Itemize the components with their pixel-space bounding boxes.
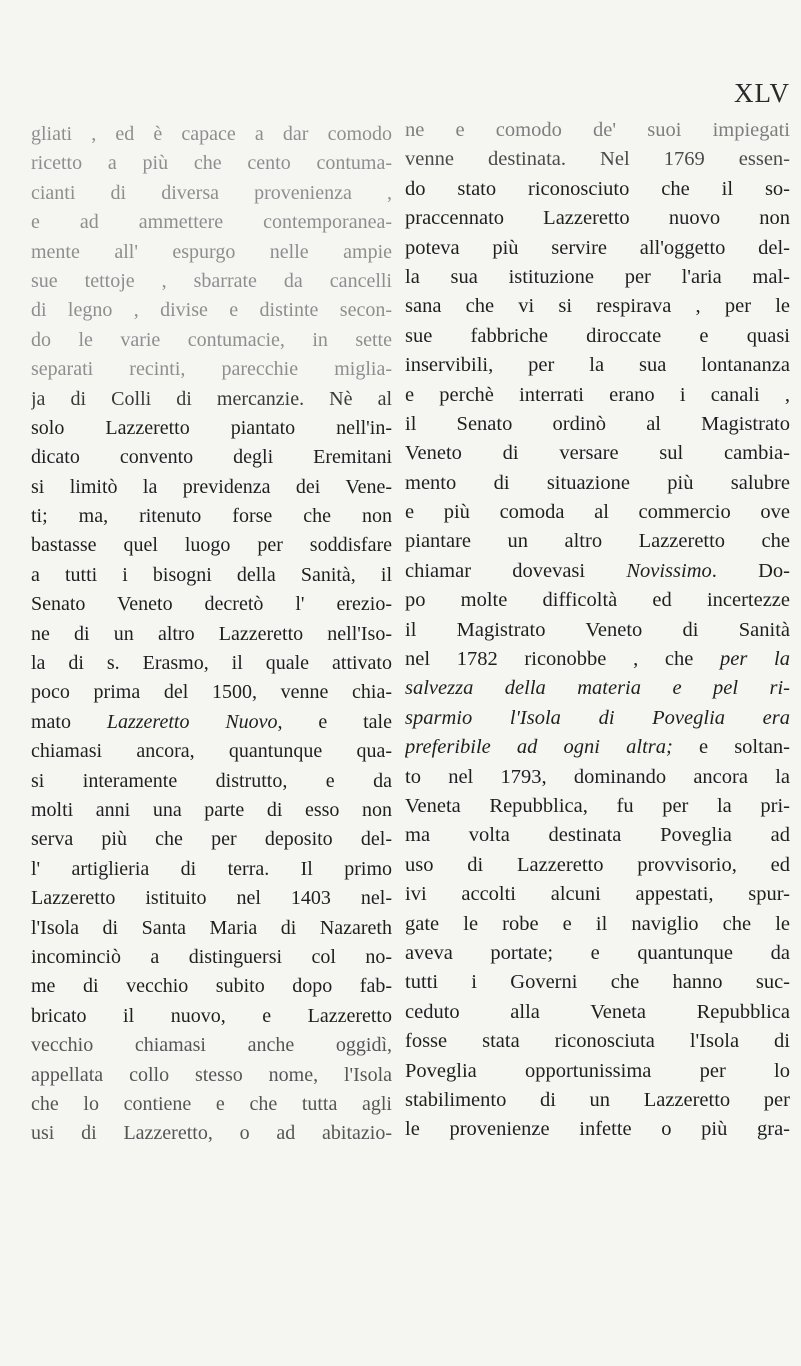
italic-text: sparmio l'Isola di Poveglia era xyxy=(405,706,790,729)
text-line: ivi accolti alcuni appestati, spur- xyxy=(405,883,790,906)
text-line: serva più che per deposito del- xyxy=(31,828,392,851)
page-number: XLV xyxy=(733,78,790,108)
text-line: e ad ammettere contemporanea- xyxy=(31,211,392,234)
text-line: la di s. Erasmo, il quale attivato xyxy=(31,652,392,675)
text-line: separati recinti, parecchie miglia- xyxy=(31,358,392,381)
text-line: molti anni una parte di esso non xyxy=(31,798,392,821)
text-line: fosse stata riconosciuta l'Isola di xyxy=(405,1030,790,1053)
text-segment: mato xyxy=(31,710,107,733)
text-line: uso di Lazzeretto provvisorio, ed xyxy=(405,853,790,876)
text-line: usi di Lazzeretto, o ad abitazio- xyxy=(31,1122,392,1145)
text-line xyxy=(405,645,790,674)
text-line: ne di un altro Lazzeretto nell'Iso- xyxy=(31,622,392,645)
text-line: l'Isola di Santa Maria di Nazareth xyxy=(31,916,392,939)
text-line: poteva più servire all'oggetto del- xyxy=(405,236,790,259)
text-line: mento di situazione più salubre xyxy=(405,471,790,494)
text-segment: . Do- xyxy=(711,559,790,582)
text-line: stabilimento di un Lazzeretto per xyxy=(405,1088,790,1111)
text-line: il Magistrato Veneto di Sanità xyxy=(405,618,790,641)
text-line: poco prima del 1500, venne chia- xyxy=(31,681,392,704)
text-line: sue fabbriche diroccate e quasi xyxy=(405,324,790,347)
italic-text: Lazzeretto Nuovo xyxy=(106,710,278,733)
text-line: di legno , divise e distinte secon- xyxy=(31,299,392,322)
text-line: e perchè interrati erano i canali , xyxy=(405,383,790,406)
text-line xyxy=(405,704,790,733)
italic-text: salvezza della materia e pel ri- xyxy=(405,677,790,700)
text-line: po molte difficoltà ed incertezze xyxy=(405,589,790,612)
text-line xyxy=(31,708,392,737)
text-line: e più comoda al commercio ove xyxy=(405,501,790,524)
text-line: la sua istituzione per l'aria mal- xyxy=(405,265,790,288)
text-line: Senato Veneto decretò l' erezio- xyxy=(31,593,392,616)
text-line: si limitò la previdenza dei Vene- xyxy=(31,475,392,498)
text-line: sana che vi si respirava , per le xyxy=(405,295,790,318)
text-line: cianti di diversa provenienza , xyxy=(31,181,392,204)
italic-text: preferibile ad ogni altra; xyxy=(405,736,673,759)
text-line: mente all' espurgo nelle ampie xyxy=(31,240,392,263)
text-line: incominciò a distinguersi col no- xyxy=(31,945,392,968)
text-line: me di vecchio subito dopo fab- xyxy=(31,975,392,998)
text-line: ceduto alla Veneta Repubblica xyxy=(405,1000,790,1023)
text-line: bricato il nuovo, e Lazzeretto xyxy=(31,1004,392,1027)
text-line: aveva portate; e quantunque da xyxy=(405,941,790,964)
text-line: vecchio chiamasi anche oggidì, xyxy=(31,1034,392,1057)
text-line: dicato convento degli Eremitani xyxy=(31,446,392,469)
text-line: l' artiglieria di terra. Il primo xyxy=(31,857,392,880)
text-line: chiamasi ancora, quantunque qua- xyxy=(31,740,392,763)
text-line: Poveglia opportunissima per lo xyxy=(405,1059,790,1082)
italic-text: Novissimo xyxy=(626,559,712,582)
text-line: il Senato ordinò al Magistrato xyxy=(405,412,790,435)
text-line xyxy=(405,733,790,762)
text-line: bastasse quel luogo per soddisfare xyxy=(31,534,392,557)
text-line: ricetto a più che cento contuma- xyxy=(31,152,392,175)
text-line: to nel 1793, dominando ancora la xyxy=(405,765,790,788)
text-line: do stato riconosciuto che il so- xyxy=(405,177,790,200)
text-line: a tutti i bisogni della Sanità, il xyxy=(31,563,392,586)
text-line: Lazzeretto istituito nel 1403 nel- xyxy=(31,887,392,910)
text-line: sue tettoje , sbarrate da cancelli xyxy=(31,269,392,292)
text-line: si interamente distrutto, e da xyxy=(31,769,392,792)
text-segment: nel 1782 riconobbe , che xyxy=(405,648,721,671)
text-line: che lo contiene e che tutta agli xyxy=(31,1092,392,1115)
text-line: piantare un altro Lazzeretto che xyxy=(405,530,790,553)
text-segment: , e tale xyxy=(277,710,392,733)
text-line: le provenienze infette o più gra- xyxy=(405,1118,790,1141)
text-line: solo Lazzeretto piantato nell'in- xyxy=(31,416,392,439)
text-line: ma volta destinata Poveglia ad xyxy=(405,824,790,847)
italic-text: per la xyxy=(720,648,790,671)
text-line: ti; ma, ritenuto forse che non xyxy=(31,505,392,528)
left-column xyxy=(31,120,392,1149)
text-segment: e soltan- xyxy=(672,736,790,759)
text-line: Veneta Repubblica, fu per la pri- xyxy=(405,794,790,817)
text-line: do le varie contumacie, in sette xyxy=(31,328,392,351)
text-line: venne destinata. Nel 1769 essen- xyxy=(405,148,790,171)
text-line: gate le robe e il naviglio che le xyxy=(405,912,790,935)
text-line: appellata collo stesso nome, l'Isola xyxy=(31,1063,392,1086)
text-line xyxy=(405,557,790,586)
text-line: gliati , ed è capace a dar comodo xyxy=(31,123,392,145)
text-line: Veneto di versare sul cambia- xyxy=(405,442,790,465)
text-segment: chiamar dovevasi xyxy=(405,559,627,582)
text-line: tutti i Governi che hanno suc- xyxy=(405,971,790,994)
text-line xyxy=(405,674,790,703)
text-line: praccennato Lazzeretto nuovo non xyxy=(405,207,790,230)
text-line: inservibili, per la sua lontananza xyxy=(405,354,790,377)
text-line: ne e comodo de' suoi impiegati xyxy=(405,119,790,141)
text-line: ja di Colli di mercanzie. Nè al xyxy=(31,387,392,410)
right-column xyxy=(405,116,790,1145)
